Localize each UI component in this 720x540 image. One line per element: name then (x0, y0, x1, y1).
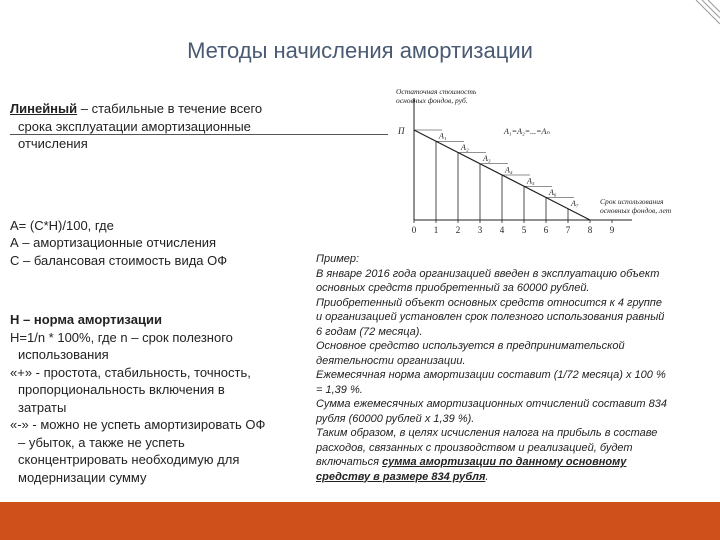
chart-annotations (438, 132, 579, 209)
chart-tick-label: 9 (609, 225, 615, 235)
example-line: = 1,39 %. (316, 383, 363, 396)
slide-title: Методы начисления амортизации (187, 38, 533, 63)
bottom-accent-bar (0, 502, 720, 540)
chart-tick-label: 7 (565, 225, 571, 235)
corner-decoration (690, 0, 720, 30)
example-line: 6 годам (72 месяца). (316, 325, 423, 338)
chart-xlabel-2: основных фондов, лет (600, 206, 672, 215)
left-column (10, 100, 310, 486)
chart-tick-label: 6 (543, 225, 549, 235)
chart-annotation-label: А₅ (527, 176, 535, 186)
chart-ticks (412, 220, 615, 235)
chart-ylabel-2: основных фондов, руб. (396, 96, 468, 105)
example-line (316, 455, 706, 470)
chart-annotation-label: А₁ (439, 131, 447, 141)
example-heading: Пример: (316, 253, 360, 265)
minus-3: сконцентрировать необходимую для (18, 452, 240, 467)
linear-line (10, 100, 310, 118)
chart-tick-label: 5 (521, 225, 527, 235)
chart-tick-label: 0 (411, 225, 417, 235)
def-c: С – балансовая стоимость вида ОФ (10, 252, 228, 268)
linear-term: Линейный (10, 101, 78, 116)
chart-equality: А₁=А₂=...=Аₙ (504, 127, 550, 136)
minus-4: модернизации сумму (18, 469, 147, 485)
example-l14-bold: сумма амортизации по данному основному (382, 456, 627, 468)
chart-annotation-label: А₆ (549, 187, 557, 197)
norm-formula-2: использования (18, 347, 109, 362)
chart-tick-label: 2 (455, 225, 461, 235)
example-line: и организацией установлен срок полезного использования равный (316, 311, 665, 323)
example-line: рубля (60000 рублей х 1,39 %). (316, 412, 475, 425)
example-line: Сумма ежемесячных амортизационных отчислений составит 834 (316, 398, 667, 410)
chart-annotation-label: А₃ (483, 154, 491, 164)
chart-tick-label: 3 (477, 225, 483, 235)
example-block (316, 252, 706, 484)
example-line: Приобретенный объект основных средств относится к 4 группе (316, 296, 662, 309)
plus-3: затраты (18, 399, 67, 415)
example-line (316, 470, 706, 485)
linear-desc-1: – стабильные в течение всего (77, 101, 263, 116)
depreciation-chart (392, 86, 682, 238)
chart-annotation-label: А₇ (571, 199, 579, 209)
chart-y-start-label: П (398, 126, 405, 136)
chart-ylabel-1: Остаточная стоимость (396, 87, 477, 96)
norm-formula-1: Н=1/n * 100%, где n – срок полезного (10, 329, 233, 345)
chart-verticals (436, 141, 568, 220)
def-a: А – амортизационные отчисления (10, 235, 217, 250)
norm-heading: Н – норма амортизации (10, 312, 162, 327)
linear-desc-3: отчисления (18, 136, 88, 151)
plus-1: «+» - простота, стабильность, точность, (10, 364, 251, 380)
minus-1: «-» - можно не успеть амортизировать ОФ (10, 417, 266, 432)
example-l15-post: . (485, 470, 489, 483)
linear-desc-2: срока эксплуатации амортизационные (18, 118, 251, 134)
minus-2: – убыток, а также не успеть (18, 434, 185, 450)
example-line: деятельности организации. (316, 354, 466, 367)
example-line: В январе 2016 года организацией введен в эксплуатацию объект (316, 267, 660, 280)
example-l14-pre: включаться (316, 456, 383, 468)
plus-2: пропорциональность включения в (18, 382, 225, 397)
chart-tick-label: 1 (433, 225, 439, 235)
chart-tick-label: 8 (587, 225, 593, 235)
example-l15-bold: средству в размере 834 рубля (316, 470, 486, 483)
chart-xlabel-1: Срок использования (600, 197, 664, 206)
example-line: Основное средство используется в предпринимательской (316, 340, 625, 352)
example-line: Таким образом, в целях исчисления налога на прибыль в составе (316, 427, 658, 439)
chart-annotation-label: А₄ (505, 165, 513, 175)
formula: А= (С*Н)/100, где (10, 217, 114, 233)
example-line: расходов, связанных с производством и реализацией, будет (316, 441, 633, 454)
example-line: Ежемесячная норма амортизации составит (1/72 месяца) х 100 % (316, 369, 666, 381)
chart-annotation-label: А₂ (461, 142, 469, 152)
example-line: основных средств приобретенный за 60000 рублей. (316, 282, 590, 294)
chart-tick-label: 4 (499, 225, 505, 235)
